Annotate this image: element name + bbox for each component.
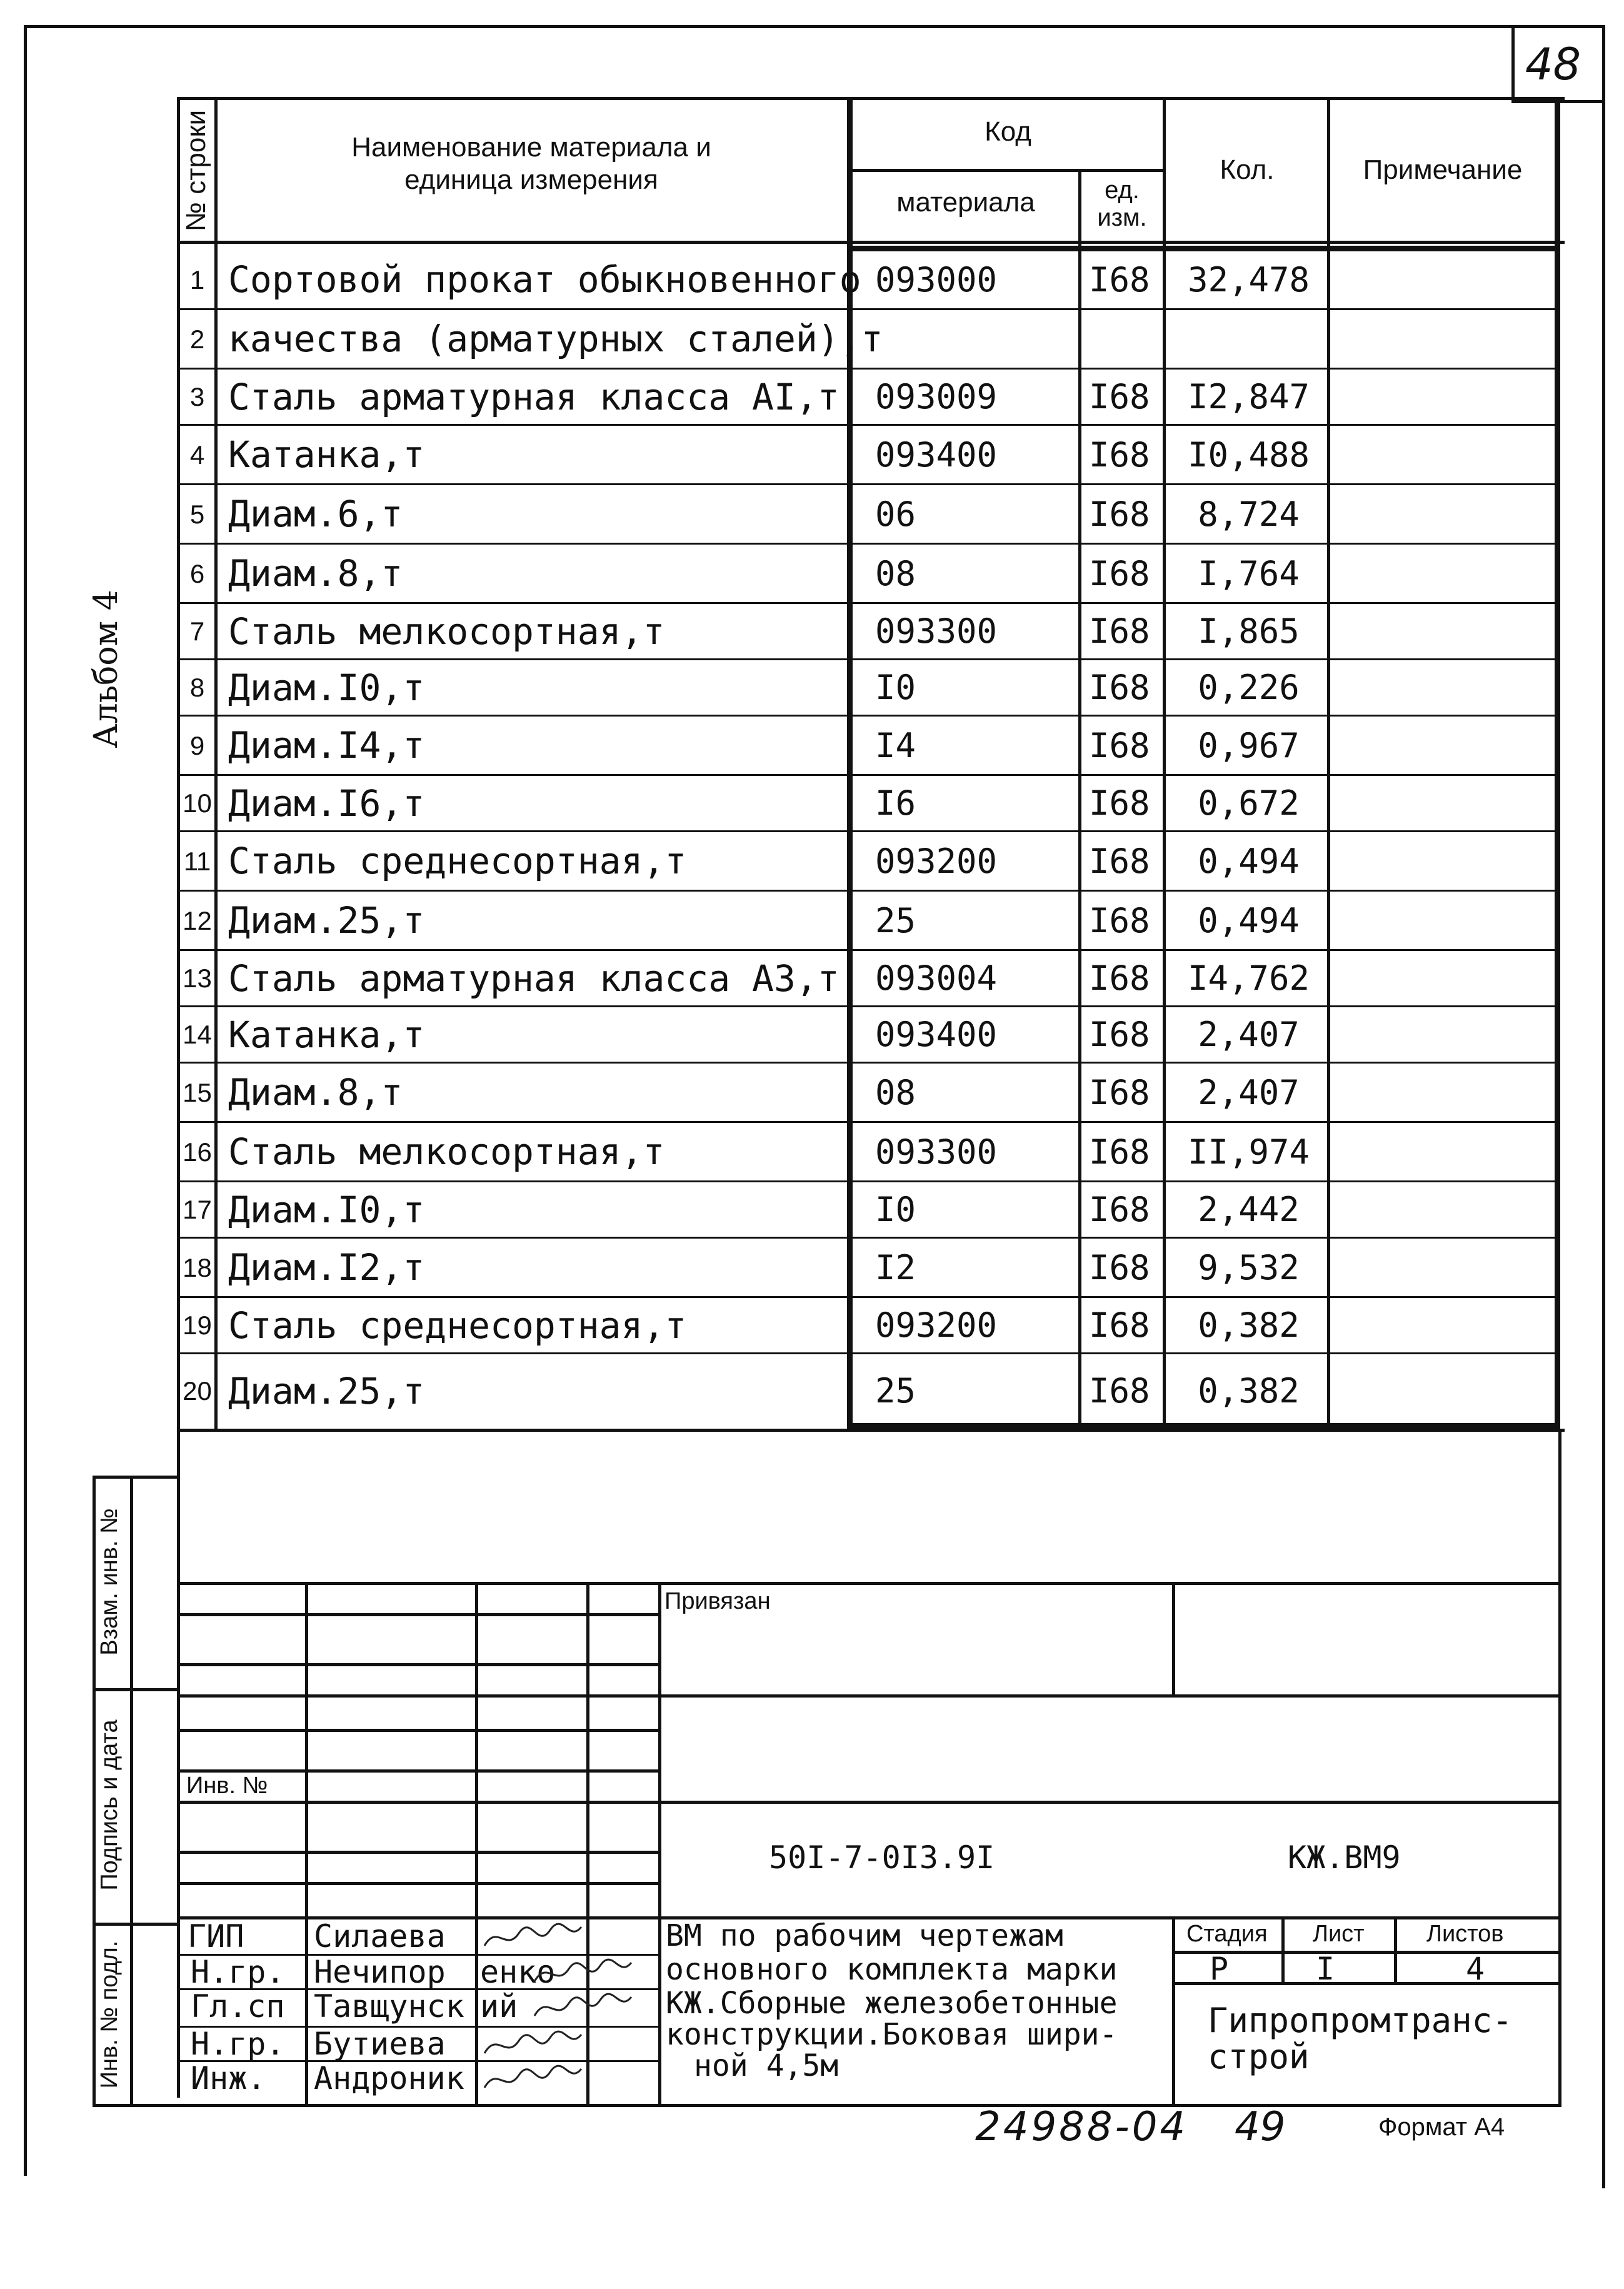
row-unit: I68: [1089, 783, 1150, 823]
row-code: I4: [875, 726, 916, 765]
stamp-vline-1: [305, 1582, 308, 1819]
row-qty: I4,762: [1187, 958, 1310, 998]
row-name: качества (арматурных сталей),т: [228, 318, 883, 360]
side-strip-sep1: [93, 1688, 180, 1691]
row-name: Сталь среднесортная,т: [228, 840, 687, 882]
row-unit: I68: [1089, 1015, 1150, 1054]
row-name: Диам.I4,т: [228, 724, 425, 767]
row-qty: I,764: [1198, 554, 1300, 593]
row-number: 5: [189, 500, 205, 529]
title-line-2: основного комплекта марки: [666, 1952, 1118, 1987]
row-code: 093300: [875, 1132, 998, 1172]
stamp-line-p: [1172, 1982, 1561, 1985]
stamp-line-g: [177, 1801, 1561, 1804]
row-number: 2: [189, 324, 205, 354]
org-line-2: строй: [1208, 2037, 1310, 2076]
footer-format: Формат А4: [1378, 2113, 1505, 2141]
row-unit: I68: [1089, 495, 1150, 534]
row-name: Диам.25,т: [228, 1370, 425, 1412]
page-border-right: [1602, 25, 1605, 2188]
header-code: Код: [985, 116, 1031, 147]
stamp-line-a: [177, 1582, 1561, 1585]
signature-mark: [481, 2063, 588, 2097]
row-code: 093000: [875, 260, 998, 299]
row-code: 093400: [875, 435, 998, 475]
stage-value: Р: [1210, 1951, 1229, 1987]
table-top-line: [177, 97, 1565, 100]
row-code: 06: [875, 495, 916, 534]
stamp-line-o: [1172, 1951, 1561, 1954]
page-border-left: [24, 25, 27, 2176]
row-number: 17: [183, 1195, 212, 1224]
row-code: 25: [875, 901, 916, 940]
row-code: I6: [875, 783, 916, 823]
row-name: Диам.6,т: [228, 493, 403, 535]
signature-mark: [481, 2028, 588, 2063]
col-line-unit: [1163, 97, 1166, 1429]
row-qty: 0,226: [1198, 668, 1300, 707]
signer-role: Н.гр.: [191, 2026, 285, 2062]
sheets-value: 4: [1466, 1951, 1485, 1987]
stamp-vline-1b: [305, 1801, 308, 2107]
row-qty: 2,442: [1198, 1190, 1300, 1229]
label-stage: Стадия: [1186, 1921, 1268, 1947]
signer-name: Андроник: [314, 2060, 464, 2096]
row-number: 6: [189, 559, 205, 588]
row-unit: I68: [1089, 901, 1150, 940]
table-bottom-line: [177, 1429, 1565, 1432]
title-line-5: ной 4,5м: [694, 2048, 839, 2083]
doc-mark: КЖ.ВМ9: [1288, 1839, 1401, 1876]
table-header-bottom-line: [177, 241, 1565, 244]
label-sheets: Листов: [1426, 1921, 1504, 1947]
signer-name: Тавщунск: [314, 1988, 464, 2025]
side-strip-bottom: [93, 2104, 1561, 2107]
album-label: Альбом 4: [88, 590, 125, 748]
signer-role: ГИП: [188, 1918, 244, 1954]
row-number: 19: [183, 1311, 212, 1340]
row-unit: I68: [1089, 377, 1150, 416]
label-podpis-data: Подпись и дата: [96, 1719, 123, 1891]
title-line-3: КЖ.Сборные железобетонные: [666, 1986, 1118, 2021]
row-unit: I68: [1089, 611, 1150, 651]
col-line-no: [214, 97, 218, 1429]
row-name: Катанка,т: [228, 433, 425, 476]
header-note: Примечание: [1363, 154, 1523, 185]
row-code: 08: [875, 554, 916, 593]
header-code-material: материала: [896, 187, 1035, 218]
doc-code: 50I-7-0I3.9I: [769, 1839, 995, 1876]
row-qty: 0,494: [1198, 842, 1300, 881]
header-qty: Кол.: [1220, 154, 1275, 185]
row-qty: 0,672: [1198, 783, 1300, 823]
signature-mark: [531, 1956, 638, 1991]
row-code: 093400: [875, 1015, 998, 1054]
title-line-4: конструкции.Боковая шири-: [666, 2017, 1118, 2052]
sheet-value: I: [1316, 1951, 1335, 1987]
row-number: 11: [183, 847, 211, 876]
signature-mark: [481, 1921, 588, 1955]
row-qty: 9,532: [1198, 1248, 1300, 1287]
row-qty: 8,724: [1198, 495, 1300, 534]
row-code: 25: [875, 1371, 916, 1411]
row-number: 3: [189, 382, 205, 411]
signer-name-extra: енко: [480, 1954, 556, 1990]
row-name: Сталь среднесортная,т: [228, 1304, 687, 1347]
row-unit: I68: [1089, 1248, 1150, 1287]
row-unit: I68: [1089, 260, 1150, 299]
table-right-line: [1555, 97, 1560, 1429]
row-unit: I68: [1089, 668, 1150, 707]
signer-role: Инж.: [191, 2060, 266, 2096]
row-unit: I68: [1089, 842, 1150, 881]
stamp-vline-2: [475, 1582, 478, 2107]
row-name: Сталь арматурная класса A3,т: [228, 957, 840, 1000]
row-qty: 32,478: [1187, 260, 1310, 299]
row-unit: I68: [1089, 726, 1150, 765]
row-number: 15: [183, 1078, 212, 1107]
row-number: 10: [183, 788, 212, 818]
stamp-vline-6: [1172, 1916, 1175, 2107]
row-number: 16: [183, 1137, 212, 1167]
row-name: Диам.8,т: [228, 1071, 403, 1114]
row-name: Сортовой прокат обыкновенного: [228, 258, 861, 301]
row-name: Диам.I0,т: [228, 1189, 425, 1231]
signature-mark: [531, 1991, 638, 2025]
row-unit: I68: [1089, 1371, 1150, 1411]
row-qty: 0,967: [1198, 726, 1300, 765]
header-row-no: № строки: [181, 109, 211, 232]
row-unit: I68: [1089, 958, 1150, 998]
row-unit: I68: [1089, 1190, 1150, 1229]
signer-name: Силаева: [314, 1918, 446, 1954]
row-number: 20: [183, 1376, 212, 1406]
title-line-1: ВМ по рабочим чертежам: [666, 1918, 1063, 1953]
row-qty: 0,382: [1198, 1305, 1300, 1345]
stamp-vline-5: [1172, 1582, 1175, 1694]
row-name: Сталь мелкосортная,т: [228, 610, 665, 653]
row-qty: I2,847: [1187, 377, 1310, 416]
row-number: 13: [183, 963, 212, 993]
row-number: 12: [183, 906, 212, 935]
row-number: 1: [189, 265, 205, 294]
label-inv-no: Инв. №: [186, 1773, 268, 1799]
label-inv-podl: Инв. № подл.: [96, 1940, 123, 2089]
code-subheader-line: [847, 169, 1166, 172]
row-qty: II,974: [1187, 1132, 1310, 1172]
side-strip-top: [93, 1476, 180, 1479]
page-number: 48: [1525, 39, 1581, 90]
row-name: Сталь мелкосортная,т: [228, 1130, 665, 1173]
row-code: 093200: [875, 842, 998, 881]
signer-name-extra: ий: [480, 1988, 518, 2025]
stamp-vline-8: [1394, 1916, 1397, 1985]
row-code: 093009: [875, 377, 998, 416]
row-code: 093004: [875, 958, 998, 998]
row-qty: 2,407: [1198, 1073, 1300, 1112]
row-code: 093200: [875, 1305, 998, 1345]
row-qty: 2,407: [1198, 1015, 1300, 1054]
row-number: 7: [189, 616, 205, 646]
row-code: I0: [875, 668, 916, 707]
stamp-vline-9: [1558, 1432, 1561, 2107]
label-sheet: Лист: [1313, 1921, 1365, 1947]
stamp-vline-4: [658, 1582, 661, 2107]
row-number: 14: [183, 1020, 212, 1049]
row-qty: I,865: [1198, 611, 1300, 651]
row-number: 8: [189, 673, 205, 702]
row-unit: I68: [1089, 1073, 1150, 1112]
row-name: Диам.25,т: [228, 899, 425, 942]
page-border-top: [24, 25, 1605, 28]
row-unit: I68: [1089, 1305, 1150, 1345]
stamp-line-d: [177, 1694, 1561, 1698]
row-code: 093300: [875, 611, 998, 651]
header-code-unit: ед. изм.: [1097, 176, 1147, 231]
row-code: I0: [875, 1190, 916, 1229]
row-name: Диам.I2,т: [228, 1246, 425, 1289]
header-name: Наименование материала и единица измерения: [351, 132, 711, 195]
row-qty: [1172, 309, 1325, 369]
row-name: Сталь арматурная класса AI,т: [228, 376, 840, 418]
signer-role: Н.гр.: [191, 1954, 285, 1990]
row-unit: I68: [1089, 554, 1150, 593]
signer-role: Гл.сп: [191, 1988, 285, 2025]
footer-handwritten-number: 24988-04: [975, 2104, 1188, 2150]
row-number: 9: [189, 731, 205, 760]
footer-handwritten-page: 49: [1235, 2104, 1286, 2150]
side-strip-mid: [130, 1476, 133, 2107]
row-name: Катанка,т: [228, 1014, 425, 1056]
label-vzam-inv: Взам. инв. №: [96, 1508, 123, 1656]
col-line-qty: [1327, 97, 1330, 1429]
row-code: I2: [875, 1248, 916, 1287]
side-strip-sep2: [93, 1923, 180, 1926]
row-code: 08: [875, 1073, 916, 1112]
row-name: Диам.I0,т: [228, 667, 425, 709]
col-line-code: [1078, 169, 1081, 1429]
row-qty: 0,382: [1198, 1371, 1300, 1411]
stamp-vline-7: [1281, 1916, 1285, 1985]
row-name: Диам.I6,т: [228, 782, 425, 825]
org-line-1: Гипропромтранс-: [1208, 2001, 1513, 2040]
signer-name: Бутиева: [314, 2026, 446, 2062]
row-number: 4: [189, 440, 205, 470]
row-unit: I68: [1089, 435, 1150, 475]
page-number-box-left: [1511, 25, 1515, 103]
row-name: Диам.8,т: [228, 552, 403, 595]
row-unit: I68: [1089, 1132, 1150, 1172]
row-qty: 0,494: [1198, 901, 1300, 940]
label-privyazan: Привязан: [664, 1588, 771, 1614]
signer-name: Нечипор: [314, 1954, 446, 1990]
row-qty: I0,488: [1187, 435, 1310, 475]
row-number: 18: [183, 1253, 212, 1282]
